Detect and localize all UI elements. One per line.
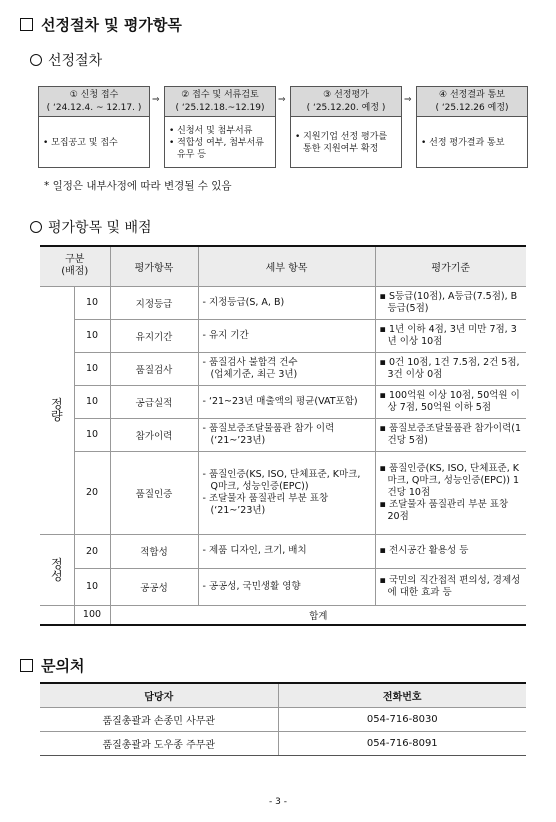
step-header bbox=[165, 87, 275, 117]
step-item: • 모집공고 및 접수 bbox=[43, 137, 118, 148]
evaluation-table bbox=[40, 245, 526, 626]
schedule-note: * 일정은 내부사정에 따라 변경될 수 있음 bbox=[44, 180, 232, 192]
procedure-step-2 bbox=[164, 86, 276, 168]
circle-bullet-icon bbox=[30, 54, 42, 66]
row-item: 품질인증 bbox=[110, 451, 198, 534]
table-row bbox=[40, 286, 526, 319]
step-body bbox=[39, 117, 149, 168]
procedure-flow bbox=[38, 86, 530, 170]
step-header bbox=[39, 87, 149, 117]
procedure-step-1 bbox=[38, 86, 150, 168]
row-criteria: ▪ 0건 10점, 1건 7.5점, 2건 5점, 3건 이상 0점 bbox=[375, 352, 526, 385]
row-item: 지정등급 bbox=[110, 286, 198, 319]
contact-table bbox=[40, 682, 526, 756]
total-label: 합계 bbox=[110, 605, 526, 625]
table-row bbox=[40, 451, 526, 534]
section-heading-procedure bbox=[20, 14, 182, 35]
subheading-title: 평가항목 및 배점 bbox=[48, 220, 152, 236]
contact-person: 품질총괄과 도우종 주무관 bbox=[40, 731, 278, 755]
step-label: ② 접수 및 서류검토 bbox=[181, 90, 259, 100]
step-item: • 지원기업 선정 평가를 통한 지원여부 확정 bbox=[295, 131, 388, 154]
row-detail: - 공공성, 국민생활 영향 bbox=[198, 568, 375, 605]
table-row bbox=[40, 418, 526, 451]
arrow-icon: ⇒ bbox=[152, 95, 160, 105]
step-label: ④ 선정결과 통보 bbox=[439, 90, 505, 100]
row-detail: - ‘21~23년 매출액의 평균(VAT포함) bbox=[198, 385, 375, 418]
row-criteria: ▪ S등급(10점), A등급(7.5점), B등급(5점) bbox=[375, 286, 526, 319]
square-bullet-icon bbox=[20, 659, 33, 672]
section-heading-contact bbox=[20, 655, 84, 676]
row-criteria: ▪ 1년 이하 4점, 3년 미만 7점, 3년 이상 10점 bbox=[375, 319, 526, 352]
section-title: 선정절차 및 평가항목 bbox=[41, 16, 182, 34]
row-detail: - 지정등급(S, A, B) bbox=[198, 286, 375, 319]
arrow-icon: ⇒ bbox=[278, 95, 286, 105]
subheading-title: 선정절차 bbox=[48, 53, 103, 69]
row-detail: - 품질인증(KS, ISO, 단체표준, K마크, Q마크, 성능인증(EPC)) - 조달물자 품질관리 부분 표창 (‘21~’23년) bbox=[198, 451, 375, 534]
step-label: ① 신청 접수 bbox=[69, 90, 119, 100]
row-criteria: ▪ 국민의 직간접적 편의성, 경제성에 대한 효과 등 bbox=[375, 568, 526, 605]
contact-person: 품질총괄과 손종민 사무관 bbox=[40, 707, 278, 731]
row-item: 공공성 bbox=[110, 568, 198, 605]
arrow-icon: ⇒ bbox=[404, 95, 412, 105]
row-score: 20 bbox=[74, 534, 110, 568]
row-detail: - 유지 기간 bbox=[198, 319, 375, 352]
row-criteria: ▪ 품질보증조달물품관 참가이력(1건당 5점) bbox=[375, 418, 526, 451]
header-category: 구분 (배점) bbox=[40, 246, 110, 286]
square-bullet-icon bbox=[20, 18, 33, 31]
step-header bbox=[417, 87, 527, 117]
step-header bbox=[291, 87, 401, 117]
table-row bbox=[40, 568, 526, 605]
subheading-evaluation bbox=[30, 217, 152, 237]
table-row bbox=[40, 731, 526, 755]
row-score: 10 bbox=[74, 352, 110, 385]
step-date: ( ‘25.12.20. 예정 ) bbox=[306, 103, 386, 113]
row-score: 20 bbox=[74, 451, 110, 534]
row-detail: - 품질보증조달물품관 참가 이력 (‘21~’23년) bbox=[198, 418, 375, 451]
table-row bbox=[40, 352, 526, 385]
step-item: • 신청서 및 첨부서류 bbox=[169, 125, 253, 136]
header-item: 평가항목 bbox=[110, 246, 198, 286]
subheading-procedure bbox=[30, 50, 102, 70]
table-row bbox=[40, 534, 526, 568]
row-criteria: ▪ 전시공간 활용성 등 bbox=[375, 534, 526, 568]
section-title: 문의처 bbox=[41, 657, 85, 675]
circle-bullet-icon bbox=[30, 221, 42, 233]
procedure-step-4 bbox=[416, 86, 528, 168]
total-empty bbox=[40, 605, 74, 625]
row-score: 10 bbox=[74, 568, 110, 605]
table-row bbox=[40, 319, 526, 352]
row-detail: - 품질검사 불합격 건수 (업체기준, 최근 3년) bbox=[198, 352, 375, 385]
table-header-row bbox=[40, 246, 526, 286]
row-criteria: ▪ 100억원 이상 10점, 50억원 이상 7점, 50억원 이하 5점 bbox=[375, 385, 526, 418]
row-item: 적합성 bbox=[110, 534, 198, 568]
total-row bbox=[40, 605, 526, 625]
header-detail: 세부 항목 bbox=[198, 246, 375, 286]
header-person: 담당자 bbox=[40, 683, 278, 707]
row-item: 공급실적 bbox=[110, 385, 198, 418]
row-score: 10 bbox=[74, 286, 110, 319]
step-body bbox=[417, 117, 527, 168]
group-quantitative: 정 량 bbox=[40, 286, 74, 534]
row-criteria: ▪ 품질인증(KS, ISO, 단체표준, K마크, Q마크, 성능인증(EPC)) 1건당 10점 ▪ 조달물자 품질관리 부분 표창 20점 bbox=[375, 451, 526, 534]
row-item: 유지기간 bbox=[110, 319, 198, 352]
step-date: ( ‘25.12.26 예정) bbox=[435, 103, 509, 113]
header-phone: 전화번호 bbox=[278, 683, 526, 707]
page-number: - 3 - bbox=[269, 797, 287, 807]
header-criteria: 평가기준 bbox=[375, 246, 526, 286]
row-score: 10 bbox=[74, 385, 110, 418]
step-label: ③ 선정평가 bbox=[323, 90, 369, 100]
step-item: • 적합성 여부, 첨부서류 유무 등 bbox=[169, 137, 264, 160]
step-body bbox=[291, 117, 401, 168]
contact-phone: 054-716-8030 bbox=[278, 707, 526, 731]
row-score: 10 bbox=[74, 418, 110, 451]
row-score: 10 bbox=[74, 319, 110, 352]
row-item: 참가이력 bbox=[110, 418, 198, 451]
step-body bbox=[165, 117, 275, 168]
table-row bbox=[40, 707, 526, 731]
contact-phone: 054-716-8091 bbox=[278, 731, 526, 755]
step-date: ( ‘25.12.18.~12.19) bbox=[175, 103, 265, 113]
row-item: 품질검사 bbox=[110, 352, 198, 385]
step-date: ( ‘24.12.4. ~ 12.17. ) bbox=[46, 103, 142, 113]
procedure-step-3 bbox=[290, 86, 402, 168]
group-qualitative: 정 성 bbox=[40, 534, 74, 605]
table-row bbox=[40, 385, 526, 418]
row-detail: - 제품 디자인, 크기, 배치 bbox=[198, 534, 375, 568]
step-item: • 선정 평가결과 통보 bbox=[421, 137, 505, 148]
table-header-row bbox=[40, 683, 526, 707]
total-score: 100 bbox=[74, 605, 110, 625]
